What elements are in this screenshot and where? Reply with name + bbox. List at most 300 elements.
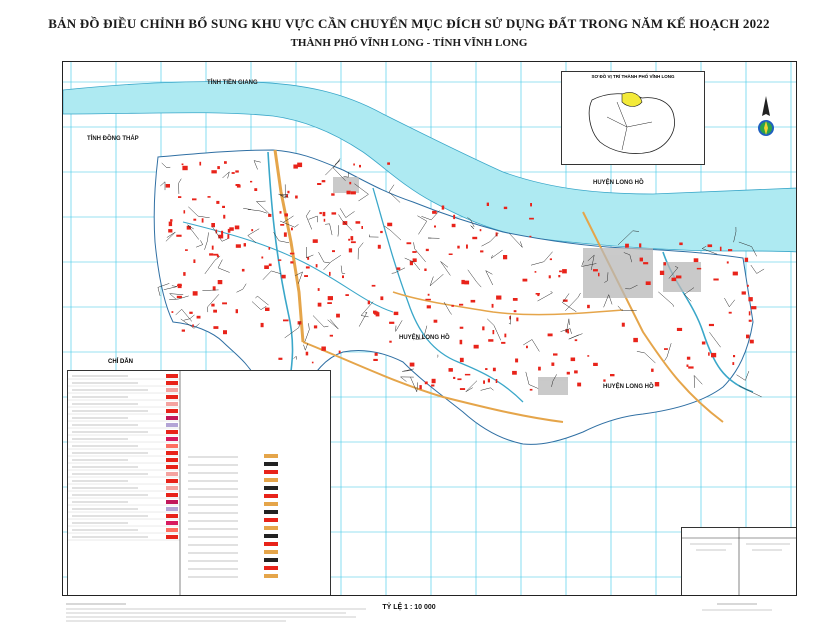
land-use-parcel: [192, 324, 194, 327]
land-use-parcel: [293, 165, 298, 169]
land-use-parcel: [598, 273, 600, 277]
legend-swatch: [166, 521, 178, 525]
land-use-parcel: [261, 257, 263, 259]
land-use-parcel: [236, 309, 238, 313]
land-use-parcel: [269, 264, 272, 267]
legend-swatch: [264, 566, 278, 570]
land-use-parcel: [189, 312, 192, 314]
legend-swatch: [264, 478, 278, 482]
land-use-parcel: [407, 242, 412, 244]
legend-swatch: [264, 518, 278, 522]
land-use-parcel: [733, 355, 735, 357]
land-use-parcel: [442, 206, 445, 210]
land-use-parcel: [432, 379, 436, 383]
map-frame: [62, 61, 797, 596]
land-use-parcel: [431, 385, 434, 387]
legend-swatch: [166, 486, 178, 490]
land-use-parcel: [639, 243, 641, 247]
land-use-parcel: [202, 218, 204, 222]
land-use-parcel: [169, 222, 172, 227]
land-use-parcel: [643, 262, 648, 264]
land-use-parcel: [242, 269, 245, 272]
land-use-parcel: [713, 279, 718, 281]
land-use-parcel: [236, 184, 240, 186]
land-use-parcel: [453, 377, 455, 379]
land-use-parcel: [688, 366, 693, 368]
legend-swatch: [166, 444, 178, 448]
label-dong-thap-nw: TỈNH ĐỒNG THÁP: [87, 136, 139, 142]
land-use-parcel: [488, 379, 490, 383]
land-use-parcel: [182, 164, 184, 166]
land-use-parcel: [702, 342, 706, 345]
land-use-parcel: [749, 311, 751, 315]
land-use-parcel: [526, 346, 528, 349]
land-use-parcel: [457, 246, 459, 249]
land-use-parcel: [559, 271, 562, 273]
land-use-parcel: [397, 267, 401, 270]
land-use-parcel: [306, 352, 309, 356]
land-use-parcel: [513, 298, 518, 301]
land-use-parcel: [471, 300, 476, 303]
land-use-parcel: [732, 362, 734, 365]
land-use-parcel: [460, 358, 464, 362]
land-use-parcel: [328, 296, 333, 300]
land-use-parcel: [244, 243, 246, 246]
legend: [67, 359, 331, 596]
land-use-parcel: [493, 330, 495, 334]
land-use-parcel: [457, 378, 461, 380]
land-use-parcel: [677, 328, 682, 331]
land-use-parcel: [183, 272, 185, 276]
land-use-parcel: [551, 363, 554, 366]
land-use-parcel: [603, 379, 605, 381]
legend-swatch: [166, 395, 178, 399]
legend-swatch: [166, 430, 178, 434]
land-use-parcel: [515, 359, 518, 363]
land-use-parcel: [434, 320, 438, 323]
land-use-parcel: [646, 281, 651, 285]
approval-box: [681, 527, 797, 596]
legend-swatch: [166, 528, 178, 532]
land-use-parcel: [313, 239, 318, 243]
land-use-parcel: [278, 358, 282, 360]
land-use-parcel: [208, 196, 211, 198]
minor-road: [401, 377, 414, 382]
land-use-parcel: [318, 288, 320, 291]
land-use-parcel: [227, 234, 229, 239]
land-use-parcel: [176, 235, 181, 237]
land-use-parcel: [651, 369, 654, 372]
land-use-parcel: [394, 312, 399, 315]
map-notes: [66, 601, 386, 627]
legend-swatch: [264, 470, 278, 474]
land-use-parcel: [372, 285, 376, 287]
land-use-parcel: [339, 351, 341, 354]
map-subtitle: THÀNH PHỐ VĨNH LONG - TỈNH VĨNH LONG: [290, 37, 528, 49]
land-use-parcel: [655, 382, 659, 386]
land-use-parcel: [373, 359, 378, 361]
legend-swatch: [264, 534, 278, 538]
land-use-parcel: [295, 196, 298, 199]
land-use-parcel: [460, 340, 463, 345]
land-use-parcel: [368, 301, 370, 305]
land-use-parcel: [389, 322, 394, 324]
legend-swatch: [166, 472, 178, 476]
land-use-parcel: [193, 291, 198, 295]
land-use-parcel: [452, 224, 456, 227]
land-use-parcel: [727, 261, 729, 263]
land-use-parcel: [453, 215, 455, 219]
legend-title: CHỈ DẪN: [108, 359, 133, 365]
legend-swatch: [166, 514, 178, 518]
land-use-parcel: [410, 363, 415, 367]
land-use-parcel: [269, 247, 271, 250]
legend-swatch: [166, 437, 178, 441]
land-use-parcel: [466, 245, 468, 249]
legend-swatch: [264, 550, 278, 554]
legend-swatch: [166, 402, 178, 406]
land-use-parcel: [529, 218, 534, 220]
land-use-parcel: [523, 279, 528, 282]
land-use-parcel: [312, 362, 314, 364]
land-use-parcel: [465, 374, 470, 376]
land-use-parcel: [236, 244, 241, 248]
land-use-parcel: [380, 231, 383, 233]
land-use-parcel: [535, 271, 537, 273]
map-scale: TỶ LỆ 1 : 10 000: [382, 604, 436, 611]
land-use-parcel: [548, 334, 553, 337]
land-use-parcel: [314, 325, 317, 328]
land-use-parcel: [319, 212, 322, 214]
land-use-parcel: [625, 244, 629, 248]
land-use-parcel: [389, 341, 391, 343]
land-use-parcel: [172, 311, 174, 313]
land-use-parcel: [577, 383, 581, 387]
land-use-parcel: [425, 299, 431, 301]
land-use-parcel: [687, 365, 689, 367]
land-use-parcel: [742, 291, 746, 294]
land-use-parcel: [530, 203, 532, 206]
land-use-parcel: [426, 249, 429, 251]
land-use-parcel: [412, 251, 416, 253]
land-use-parcel: [217, 166, 220, 169]
land-use-parcel: [184, 210, 186, 213]
land-use-parcel: [567, 372, 570, 375]
land-use-parcel: [375, 353, 378, 356]
land-use-parcel: [284, 232, 287, 236]
land-use-parcel: [229, 227, 234, 231]
urban-block: [663, 262, 701, 292]
land-use-parcel: [211, 304, 214, 307]
land-use-parcel: [745, 258, 748, 262]
legend-swatch: [166, 409, 178, 413]
legend-swatch: [166, 423, 178, 427]
minor-road: [751, 265, 764, 274]
land-use-parcel: [504, 334, 506, 338]
land-use-parcel: [280, 211, 282, 214]
land-use-parcel: [285, 213, 289, 216]
land-use-parcel: [361, 226, 363, 229]
land-use-parcel: [587, 355, 589, 357]
land-use-parcel: [720, 247, 722, 251]
legend-swatch: [264, 486, 278, 490]
land-use-parcel: [331, 193, 334, 195]
land-use-parcel: [748, 297, 752, 301]
land-use-parcel: [290, 253, 295, 255]
land-use-parcel: [322, 180, 326, 182]
land-use-parcel: [501, 342, 505, 344]
legend-table: [68, 371, 330, 595]
inset-map: [562, 72, 704, 164]
land-use-parcel: [213, 326, 218, 329]
land-use-parcel: [747, 285, 749, 287]
land-use-parcel: [280, 224, 284, 226]
land-use-parcel: [199, 162, 201, 166]
land-use-parcel: [751, 306, 756, 309]
land-use-parcel: [209, 253, 213, 255]
land-use-parcel: [449, 254, 453, 256]
legend-swatch: [166, 451, 178, 455]
land-use-parcel: [413, 258, 417, 262]
land-use-parcel: [553, 353, 558, 355]
label-long-ho-center: HUYỆN LONG HỒ: [399, 335, 450, 341]
location-inset: [561, 71, 705, 165]
land-use-parcel: [211, 170, 216, 173]
label-long-ho-ne: HUYỆN LONG HỒ: [593, 180, 644, 186]
land-use-parcel: [504, 207, 507, 209]
land-use-parcel: [264, 265, 269, 269]
land-use-parcel: [222, 206, 225, 208]
land-use-parcel: [451, 305, 454, 307]
minor-road: [411, 377, 418, 392]
land-use-parcel: [709, 324, 714, 326]
land-use-parcel: [336, 314, 340, 318]
land-use-parcel: [193, 219, 196, 221]
land-use-parcel: [374, 311, 378, 314]
land-use-parcel: [330, 335, 333, 337]
legend-swatch: [264, 462, 278, 466]
land-use-parcel: [222, 302, 227, 304]
land-use-parcel: [485, 368, 487, 370]
land-use-parcel: [574, 370, 578, 373]
land-use-parcel: [349, 182, 351, 184]
land-use-parcel: [480, 250, 483, 252]
land-use-parcel: [232, 172, 235, 174]
land-use-parcel: [213, 310, 217, 313]
land-use-parcel: [549, 275, 551, 278]
land-use-parcel: [460, 327, 464, 329]
land-use-parcel: [488, 339, 493, 342]
land-use-parcel: [697, 268, 701, 270]
land-use-parcel: [496, 296, 501, 300]
land-use-parcel: [575, 339, 578, 341]
land-use-parcel: [482, 326, 484, 330]
legend-swatch: [166, 416, 178, 420]
land-use-parcel: [178, 196, 181, 198]
minor-road: [739, 386, 762, 397]
land-use-parcel: [687, 357, 690, 360]
land-use-parcel: [324, 219, 326, 222]
urban-block: [538, 377, 568, 395]
land-use-parcel: [211, 223, 215, 227]
land-use-parcel: [449, 368, 453, 372]
land-use-parcel: [593, 269, 598, 271]
land-use-parcel: [306, 266, 310, 268]
land-use-parcel: [235, 170, 239, 172]
land-use-parcel: [347, 191, 351, 195]
land-use-parcel: [318, 303, 322, 307]
land-use-parcel: [332, 212, 337, 214]
land-use-parcel: [633, 338, 638, 342]
land-use-parcel: [287, 191, 289, 194]
land-use-parcel: [348, 239, 350, 241]
land-use-parcel: [291, 228, 293, 231]
land-use-parcel: [672, 278, 677, 282]
land-use-parcel: [750, 340, 754, 344]
land-use-parcel: [317, 183, 321, 185]
land-use-parcel: [278, 259, 281, 261]
land-use-parcel: [746, 335, 749, 339]
compass-icon: [753, 94, 779, 144]
land-use-parcel: [496, 379, 498, 383]
land-use-parcel: [356, 221, 361, 224]
legend-swatch: [264, 574, 278, 578]
land-use-parcel: [660, 271, 664, 275]
land-use-parcel: [538, 367, 541, 371]
land-use-parcel: [316, 264, 318, 267]
land-use-parcel: [378, 245, 381, 249]
land-use-parcel: [480, 229, 482, 231]
land-use-parcel: [329, 272, 331, 276]
label-long-ho-se: HUYỆN LONG HỒ: [603, 384, 654, 390]
land-use-parcel: [283, 320, 289, 322]
land-use-parcel: [216, 201, 219, 204]
land-use-parcel: [493, 368, 496, 372]
legend-swatch: [264, 494, 278, 498]
land-use-parcel: [622, 323, 625, 327]
land-use-parcel: [419, 385, 421, 389]
land-use-parcel: [281, 275, 285, 279]
legend-swatch: [166, 388, 178, 392]
legend-swatch: [166, 479, 178, 483]
label-tien-giang: TỈNH TIỀN GIANG: [207, 80, 258, 86]
urban-block: [333, 177, 359, 193]
land-use-parcel: [192, 198, 197, 200]
land-use-parcel: [537, 293, 539, 296]
land-use-parcel: [327, 302, 332, 304]
land-use-parcel: [182, 330, 185, 332]
land-use-parcel: [427, 305, 431, 308]
land-use-parcel: [708, 244, 713, 247]
land-use-parcel: [345, 294, 349, 296]
land-use-parcel: [380, 296, 383, 300]
land-use-parcel: [304, 275, 308, 277]
land-use-parcel: [733, 272, 738, 276]
land-use-parcel: [177, 296, 182, 298]
legend-swatch: [166, 493, 178, 497]
land-use-parcel: [218, 280, 223, 284]
legend-swatch: [264, 526, 278, 530]
legend-swatch: [264, 510, 278, 514]
land-use-parcel: [321, 347, 326, 351]
land-use-parcel: [425, 382, 428, 385]
land-use-parcel: [351, 191, 356, 194]
land-use-parcel: [235, 226, 240, 230]
land-use-parcel: [610, 374, 615, 376]
land-use-parcel: [464, 281, 469, 285]
land-use-parcel: [166, 184, 170, 188]
land-use-parcel: [185, 249, 188, 251]
land-use-parcel: [221, 231, 223, 235]
land-use-parcel: [503, 255, 507, 259]
land-use-parcel: [593, 363, 598, 366]
land-use-parcel: [492, 304, 494, 308]
land-use-parcel: [251, 229, 253, 231]
land-use-parcel: [212, 246, 214, 250]
land-use-parcel: [359, 165, 361, 168]
land-use-parcel: [265, 308, 270, 311]
land-use-parcel: [711, 353, 716, 357]
land-use-parcel: [223, 330, 227, 334]
land-use-parcel: [349, 248, 352, 252]
land-use-parcel: [254, 188, 257, 191]
legend-swatch: [264, 502, 278, 506]
land-use-parcel: [664, 262, 667, 265]
land-use-parcel: [432, 211, 437, 214]
land-use-parcel: [261, 323, 264, 327]
land-use-parcel: [168, 229, 172, 232]
land-use-parcel: [728, 249, 732, 251]
land-use-parcel: [170, 219, 172, 221]
land-use-parcel: [387, 162, 390, 164]
land-use-parcel: [351, 236, 354, 240]
land-use-parcel: [223, 215, 225, 219]
minor-road: [737, 371, 749, 380]
land-use-parcel: [567, 332, 569, 334]
legend-swatch: [166, 465, 178, 469]
land-use-parcel: [182, 166, 187, 170]
land-use-parcel: [474, 345, 479, 349]
land-use-parcel: [323, 212, 326, 216]
land-use-parcel: [571, 358, 576, 362]
land-use-parcel: [434, 226, 436, 228]
land-use-parcel: [459, 304, 463, 306]
legend-swatch: [264, 454, 278, 458]
legend-swatch: [264, 542, 278, 546]
map-title: BẢN ĐỒ ĐIỀU CHỈNH BỔ SUNG KHU VỰC CẦN CHUYỂN MỤC ĐÍCH SỬ DỤNG ĐẤT TRONG NĂM KẾ HOẠCH 2022: [48, 16, 770, 31]
land-use-parcel: [461, 280, 464, 284]
signature-note: [702, 601, 772, 613]
land-use-parcel: [550, 258, 552, 260]
land-use-parcel: [250, 181, 252, 183]
legend-swatch: [166, 374, 178, 378]
land-use-parcel: [694, 258, 699, 262]
legend-swatch: [166, 458, 178, 462]
land-use-parcel: [290, 261, 293, 263]
land-use-parcel: [424, 269, 426, 272]
land-use-parcel: [342, 275, 344, 278]
land-use-parcel: [193, 259, 195, 263]
land-use-parcel: [530, 389, 533, 391]
land-use-parcel: [213, 254, 218, 256]
legend-swatch: [166, 500, 178, 504]
land-use-parcel: [562, 269, 567, 273]
land-use-parcel: [664, 348, 668, 350]
land-use-parcel: [587, 305, 590, 308]
land-use-parcel: [472, 237, 477, 239]
land-use-parcel: [679, 243, 682, 246]
land-use-parcel: [332, 250, 335, 252]
